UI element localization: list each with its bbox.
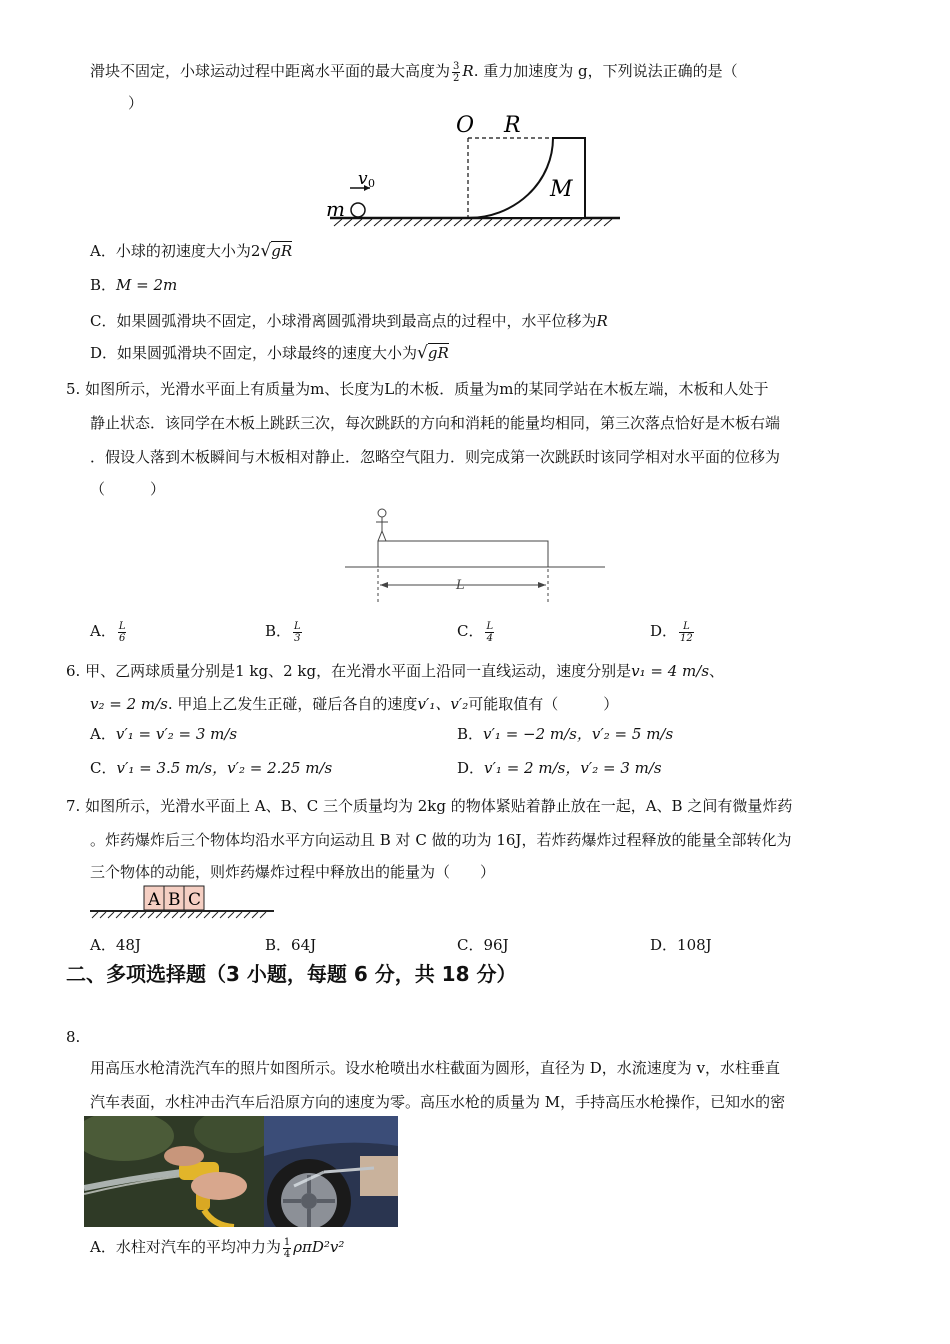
q5-figure-board [340,505,610,610]
frac-den: 4 [486,632,493,644]
car-wheel-illustration [264,1116,398,1227]
q7-line2 [90,829,791,851]
q8-option-a-text: A．水柱对汽车的平均冲力为 [90,1238,281,1256]
q5-line3 [90,446,780,468]
label-M: M [550,177,573,202]
q5-text-2: 静止状态．该同学在木板上跳跃三次，每次跳跃的方向和消耗的能量均相同，第三次落点恰好是木板右端 [90,414,781,432]
q6-mass-2: 2 kg [283,662,317,680]
q6-option-d-math: v′₁ = 2 m/s，v′₂ = 3 m/s [484,759,662,777]
q5-option-d-frac [679,621,694,644]
q7-text-3: 三个物体的动能，则炸药爆炸过程中释放出的能量为（ ） [90,863,496,881]
q6-option-c-label: C． [90,759,117,777]
frac-num: 3 [453,60,460,72]
q6-option-c[interactable] [90,757,332,779]
q5-line2 [90,412,780,434]
label-O: O [456,113,475,138]
q5-option-b[interactable] [265,620,304,644]
block-a-label: A [148,890,161,910]
q8-option-a[interactable] [90,1236,344,1260]
q5-option-c-label: C． [457,622,484,640]
q4-option-b-label: B． [90,276,117,294]
q4-option-c-text: C．如果圆弧滑块不固定，小球滑离圆弧滑块到最高点的过程中，水平位移为 [90,312,597,330]
frac-den: 3 [294,632,301,644]
frac-num: L [118,620,126,632]
q8-option-a-math: ρπD²v² [293,1238,345,1256]
q5-option-c-frac [485,621,494,644]
q6-line2 [90,693,618,715]
label-m: m [326,197,345,221]
q5-option-a-frac [118,621,127,644]
q4-option-c-math: R [596,312,608,330]
q7-text-1: 7. 如图所示，光滑水平面上 A、B、C 三个质量均为 2kg 的物体紧贴着静止放在一起，A、B 之间有微量炸药 [66,797,793,815]
frac-den: 12 [680,632,693,644]
q4-figure-slide-arc [320,108,640,228]
label-R: R [504,113,521,138]
q4-paren-close [128,92,143,114]
q5-option-b-frac [293,621,302,644]
q6-option-b-label: B． [457,725,484,743]
q4-option-a-text: A．小球的初速度大小为2 [90,242,261,260]
q4-option-c[interactable] [90,310,608,332]
q4-option-b-math: M = 2m [116,276,178,294]
q8-line2 [90,1091,785,1113]
q6-line1 [66,660,724,682]
q8-text-1: 用高压水枪清洗汽车的照片如图所示。设水枪喷出水柱截面为圆形，直径为 D，水流速度为 v，水柱垂直 [90,1059,781,1077]
frac-den: 2 [453,72,460,84]
q6-option-d-label: D． [457,759,485,777]
q6-v2: v₂ = 2 m/s [90,695,168,713]
q6-option-b[interactable] [457,723,673,745]
q4-intro-text-b: . 重力加速度为 g，下列说法正确的是（ [473,62,738,80]
q6-v1: v₁ = 4 m/s [631,662,710,680]
q6-option-d[interactable] [457,757,662,779]
q6-v-prime: v′₁、v′₂ [417,695,469,713]
q5-line4 [90,478,165,500]
water-gun-illustration [84,1116,264,1227]
q4-option-b[interactable] [90,274,177,296]
q5-text-1: 5. 如图所示，光滑水平面上有质量为m、长度为L的木板．质量为m的某同学站在木板左端，木板和人处于 [66,380,769,398]
sqrt-icon: √ [417,343,428,363]
frac-num: L [294,620,301,632]
q6-option-a[interactable] [90,723,237,745]
q5-option-a[interactable] [90,620,128,644]
block-c-label: C [188,890,202,910]
q5-line1 [66,378,769,400]
sqrt-icon: √ [260,241,272,261]
label-L: L [456,578,465,593]
q7-text-2: 。炸药爆炸后三个物体均沿水平方向运动且 B 对 C 做的功为 16J，若炸药爆炸过程释放的能量全部转化为 [90,831,792,849]
q8-line1 [90,1057,780,1079]
frac-num: L [679,621,694,633]
q6-sep: 、 [268,662,284,680]
q6-option-c-math: v′₁ = 3.5 m/s，v′₂ = 2.25 m/s [116,759,333,777]
label-v0-sub: 0 [368,177,375,190]
q8-text-2: 汽车表面，水柱冲击汽车后沿原方向的速度为零。高压水枪的质量为 M，手持高压水枪操作，已知水的密 [90,1093,786,1111]
q4-intro-r: R [462,62,474,80]
q7-option-a-text: A．48J [90,936,141,954]
q4-option-d-math: gR [427,344,449,362]
q8-num: 8. [66,1028,81,1046]
q7-option-d[interactable] [650,934,712,956]
q6-text-b: ，在光滑水平面上沿同一直线运动，速度分别是 [316,662,632,680]
q6-option-a-label: A． [90,725,116,743]
paren: ） [128,94,144,112]
q6-mass-1: 1 kg [235,662,269,680]
q7-line3 [90,861,495,883]
q8-option-a-frac [283,1237,291,1260]
q6-option-a-math: v′₁ = v′₂ = 3 m/s [115,725,238,743]
q4-option-d[interactable] [90,342,449,364]
q5-option-d[interactable] [650,620,696,644]
frac-num: L [486,620,494,632]
q5-option-b-label: B． [265,622,292,640]
q5-option-a-label: A． [90,622,116,640]
q7-option-c-text: C．96J [457,936,509,954]
q7-option-c[interactable] [457,934,509,956]
q5-text-4: （ ） [90,480,166,498]
q6-end: 、 [709,662,725,680]
q7-option-d-text: D．108J [650,936,712,954]
q6-text-c: . 甲追上乙发生正碰，碰后各自的速度 [167,695,418,713]
q7-figure-blocks [88,884,278,924]
q5-option-d-label: D． [650,622,678,640]
q6-text-a: 6. 甲、乙两球质量分别是 [66,662,236,680]
q4-intro-fraction [452,61,460,84]
q6-text-d: 可能取值有（ ） [468,695,619,713]
q7-line1 [66,795,792,817]
section-title: 二、多项选择题（3 小题，每题 6 分，共 18 分） [66,962,517,986]
q4-option-d-text: D．如果圆弧滑块不固定，小球最终的速度大小为 [90,344,418,362]
section-heading [66,958,516,987]
q6-option-b-math: v′₁ = −2 m/s，v′₂ = 5 m/s [483,725,674,743]
q4-intro [90,60,738,84]
q4-option-a-math: gR [271,242,293,260]
q5-option-c[interactable] [457,620,496,644]
q5-text-3: ．假设人落到木板瞬间与木板相对静止．忽略空气阻力．则完成第一次跳跃时该同学相对水平面的位移为 [90,448,781,466]
ball-m [351,203,365,217]
photo-water-gun [84,1116,264,1227]
q7-option-b-text: B．64J [265,936,317,954]
board [378,541,548,567]
block-b-label: B [168,890,181,910]
q4-option-a[interactable] [90,240,292,262]
frac-den: 4 [283,1248,291,1260]
frac-den: 6 [118,632,126,644]
photo-car-wash [264,1116,398,1227]
q7-option-b[interactable] [265,934,316,956]
q8-number [66,1026,80,1048]
q4-intro-text: 滑块不固定，小球运动过程中距离水平面的最大高度为 [90,62,451,80]
label-v0: v [358,169,368,189]
q7-option-a[interactable] [90,934,141,956]
frac-num: 1 [283,1236,291,1248]
